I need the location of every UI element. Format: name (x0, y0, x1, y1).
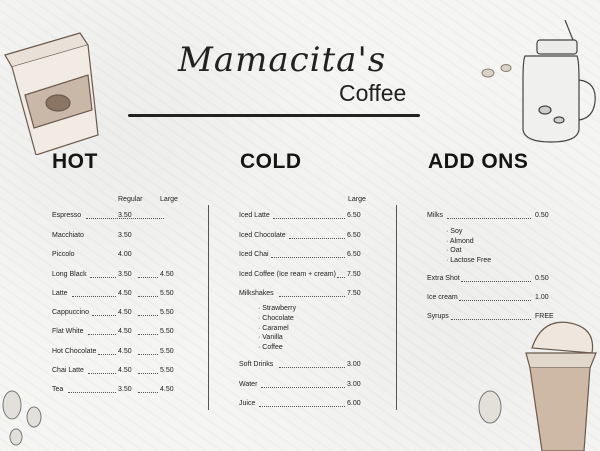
regular-price: 3.50 (118, 212, 132, 219)
milk-type: · Soy (446, 228, 463, 235)
brand-script-title: Mamacita's (178, 40, 387, 80)
item-name: Ice cream (427, 294, 458, 301)
leader-dots (88, 334, 116, 335)
regular-price: 4.50 (118, 367, 132, 374)
leader-dots (279, 296, 345, 297)
leader-dots (92, 315, 116, 316)
item-price: 3.00 (347, 361, 361, 368)
item-name: Water (239, 381, 258, 388)
leader-dots (68, 392, 116, 393)
item-price: 6.00 (347, 400, 361, 407)
item-name: Iced Latte (239, 212, 270, 219)
item-name: Chai Latte (52, 367, 84, 374)
item-name: Cappuccino (52, 309, 89, 316)
hot-large-label: Large (160, 196, 178, 203)
milkshake-flavour: · Coffee (258, 344, 283, 351)
leader-dots (90, 277, 116, 278)
item-price: FREE (535, 313, 554, 320)
coffee-bean-bottom-right-illustration (470, 385, 510, 430)
item-name: Hot Chocolate (52, 348, 97, 355)
hot-item (52, 348, 202, 358)
brand-subtitle: Coffee (339, 80, 407, 106)
leader-dots (451, 319, 531, 320)
item-name: Milkshakes (239, 290, 274, 297)
large-price: 5.50 (160, 290, 174, 297)
regular-price: 4.50 (118, 290, 132, 297)
addon-item (427, 212, 567, 222)
hot-item (52, 309, 202, 319)
milkshake-flavour: · Vanilla (258, 334, 283, 341)
large-price: 4.50 (160, 271, 174, 278)
regular-price: 3.50 (118, 271, 132, 278)
milk-type: · Almond (446, 238, 474, 245)
addon-item (427, 313, 567, 323)
cold-item (239, 290, 389, 300)
leader-dots (88, 373, 116, 374)
large-price: 5.50 (160, 367, 174, 374)
leader-dots (138, 392, 158, 393)
item-name: Iced Coffee (Ice ream + cream) (239, 271, 336, 278)
leader-dots (72, 296, 116, 297)
item-price: 7.50 (347, 290, 361, 297)
regular-price: 4.50 (118, 328, 132, 335)
regular-price: 3.50 (118, 232, 132, 239)
item-price: 3.00 (347, 381, 361, 388)
frappe-cup-illustration (512, 308, 600, 451)
hot-item (52, 367, 202, 377)
item-price: 1.00 (535, 294, 549, 301)
leader-dots (98, 354, 116, 355)
item-price: 6.50 (347, 232, 361, 239)
leader-dots (447, 218, 531, 219)
regular-price: 4.50 (118, 348, 132, 355)
item-name: Extra Shot (427, 275, 460, 282)
item-name: Soft Drinks (239, 361, 274, 368)
item-name: Piccolo (52, 251, 75, 258)
regular-price: 4.50 (118, 309, 132, 316)
leader-dots (138, 277, 158, 278)
leader-dots (279, 367, 345, 368)
leader-dots (259, 406, 345, 407)
leader-dots (138, 334, 158, 335)
item-name: Latte (52, 290, 68, 297)
cold-item (239, 381, 389, 391)
leader-dots (261, 387, 345, 388)
leader-dots (138, 373, 158, 374)
addon-item (427, 294, 567, 304)
addons-heading: ADD ONS (428, 150, 529, 173)
milkshake-flavour: · Strawberry (258, 305, 297, 312)
title-divider (128, 114, 420, 117)
large-price: 5.50 (160, 348, 174, 355)
item-name: Iced Chocolate (239, 232, 286, 239)
item-price: 7.50 (347, 271, 361, 278)
item-name: Macchiato (52, 232, 84, 239)
hot-item (52, 328, 202, 338)
cold-item (239, 361, 389, 371)
leader-dots (337, 277, 345, 278)
item-price: 6.50 (347, 251, 361, 258)
coffee-beans-illustration (478, 58, 518, 88)
leader-dots (273, 218, 345, 219)
leader-dots (289, 238, 345, 239)
item-price: 0.50 (535, 212, 549, 219)
hot-heading: HOT (52, 150, 98, 173)
column-divider-1 (208, 205, 209, 410)
item-name: Milks (427, 212, 443, 219)
addon-item (427, 275, 567, 285)
hot-item (52, 232, 202, 242)
item-name: Long Black (52, 271, 87, 278)
item-name: Iced Chai (239, 251, 269, 258)
hot-item (52, 271, 202, 281)
regular-price: 4.00 (118, 251, 132, 258)
item-name: Tea (52, 386, 64, 393)
takeaway-cup-illustration (0, 15, 105, 155)
cold-item (239, 271, 389, 281)
cold-item (239, 232, 389, 242)
leader-dots (459, 300, 531, 301)
cold-item (239, 251, 389, 261)
large-price: 5.50 (160, 328, 174, 335)
cold-large-label: Large (348, 196, 366, 203)
hot-item (52, 290, 202, 300)
leader-dots (271, 257, 345, 258)
leader-dots (138, 315, 158, 316)
hot-item (52, 251, 202, 261)
cold-item (239, 400, 389, 410)
item-name: Espresso (52, 212, 82, 219)
milk-type: · Oat (446, 247, 462, 254)
cold-heading: COLD (240, 150, 302, 173)
hot-item (52, 212, 202, 222)
milkshake-flavour: · Chocolate (258, 315, 294, 322)
coffee-beans-bottom-left-illustration (0, 385, 50, 451)
hot-regular-label: Regular (118, 196, 143, 203)
item-name: Juice (239, 400, 256, 407)
cold-item (239, 212, 389, 222)
mason-jar-illustration (505, 20, 600, 150)
column-divider-2 (396, 205, 397, 410)
milk-type: · Lactose Free (446, 257, 492, 264)
leader-dots (138, 354, 158, 355)
leader-dots (461, 281, 531, 282)
regular-price: 3.50 (118, 386, 132, 393)
leader-dots (138, 296, 158, 297)
large-price: 5.50 (160, 309, 174, 316)
hot-item (52, 386, 202, 396)
item-price: 0.50 (535, 275, 549, 282)
large-price: 4.50 (160, 386, 174, 393)
item-price: 6.50 (347, 212, 361, 219)
item-name: Flat White (52, 328, 84, 335)
item-name: Syrups (427, 313, 449, 320)
milkshake-flavour: · Caramel (258, 325, 289, 332)
